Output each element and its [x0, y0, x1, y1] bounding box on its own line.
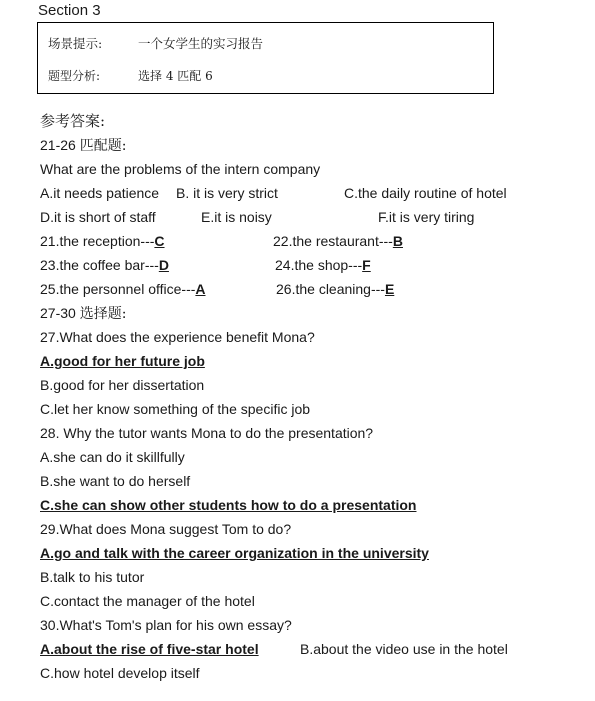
option-e: E.it is noisy	[201, 209, 272, 225]
part2-type: 选择题:	[79, 306, 127, 322]
match-row-3	[40, 277, 580, 301]
q29-option-c: C.contact the manager of the hotel	[40, 593, 255, 609]
q29-question: 29.What does Mona suggest Tom to do?	[40, 521, 292, 537]
match-26-answer: E	[384, 281, 395, 297]
q28-option-b: B.she want to do herself	[40, 473, 191, 489]
q28-option-a: A.she can do it skillfully	[40, 449, 185, 465]
match-24-answer: F	[362, 257, 371, 273]
q30-option-c: C.how hotel develop itself	[40, 665, 200, 681]
q27-option-c: C.let her know something of the specific job	[40, 401, 311, 417]
match-21: 21.the reception---C	[40, 233, 165, 249]
scene-label: 场景提示:	[48, 36, 103, 51]
match-24: 24.the shop---F	[275, 257, 371, 273]
type-value: 选择 4 匹配 6	[138, 69, 213, 83]
q29-option-b: B.talk to his tutor	[40, 569, 145, 585]
answer-content	[40, 109, 580, 685]
options-row-1	[40, 181, 580, 205]
match-25: 25.the personnel office---A	[40, 281, 206, 297]
q30-option-a: A.about the rise of five-star hotel	[40, 641, 259, 657]
options-row-2	[40, 205, 580, 229]
info-box	[37, 22, 494, 94]
match-23: 23.the coffee bar---D	[40, 257, 169, 273]
scene-value: 一个女学生的实习报告	[138, 36, 264, 51]
q27-option-a: A.good for her future job	[40, 353, 205, 369]
option-f: F.it is very tiring	[378, 209, 475, 225]
match-22-answer: B	[392, 233, 403, 249]
q29-option-a: A.go and talk with the career organization in the university	[40, 545, 429, 561]
option-c: C.the daily routine of hotel	[344, 185, 507, 201]
q28-question: 28. Why the tutor wants Mona to do the presentation?	[40, 425, 374, 441]
type-label: 题型分析:	[48, 69, 101, 83]
match-row-1	[40, 229, 580, 253]
section-title: Section 3	[38, 2, 101, 19]
option-a: A.it needs patience	[40, 185, 160, 201]
q30-options-row	[40, 637, 580, 661]
q30-question: 30.What's Tom's plan for his own essay?	[40, 617, 292, 633]
part2-range: 27-30	[40, 305, 76, 321]
match-23-answer: D	[158, 257, 169, 273]
q28-option-c: C.she can show other students how to do a presentation	[40, 497, 417, 513]
q27-option-b: B.good for her dissertation	[40, 377, 205, 393]
match-21-answer: C	[154, 233, 165, 249]
part1-question: What are the problems of the intern company	[40, 161, 321, 177]
part1-type: 匹配题:	[79, 138, 127, 154]
match-26: 26.the cleaning---E	[276, 281, 395, 297]
part1-heading	[40, 133, 580, 157]
part1-range: 21-26	[40, 137, 76, 153]
q30-option-b: B.about the video use in the hotel	[300, 641, 508, 657]
match-row-2	[40, 253, 580, 277]
option-b: B. it is very strict	[176, 185, 278, 201]
match-25-answer: A	[195, 281, 206, 297]
match-22: 22.the restaurant---B	[273, 233, 403, 249]
option-d: D.it is short of staff	[40, 209, 156, 225]
q27-question: 27.What does the experience benefit Mona?	[40, 329, 315, 345]
answers-heading: 参考答案:	[40, 112, 106, 130]
part2-heading	[40, 301, 580, 325]
